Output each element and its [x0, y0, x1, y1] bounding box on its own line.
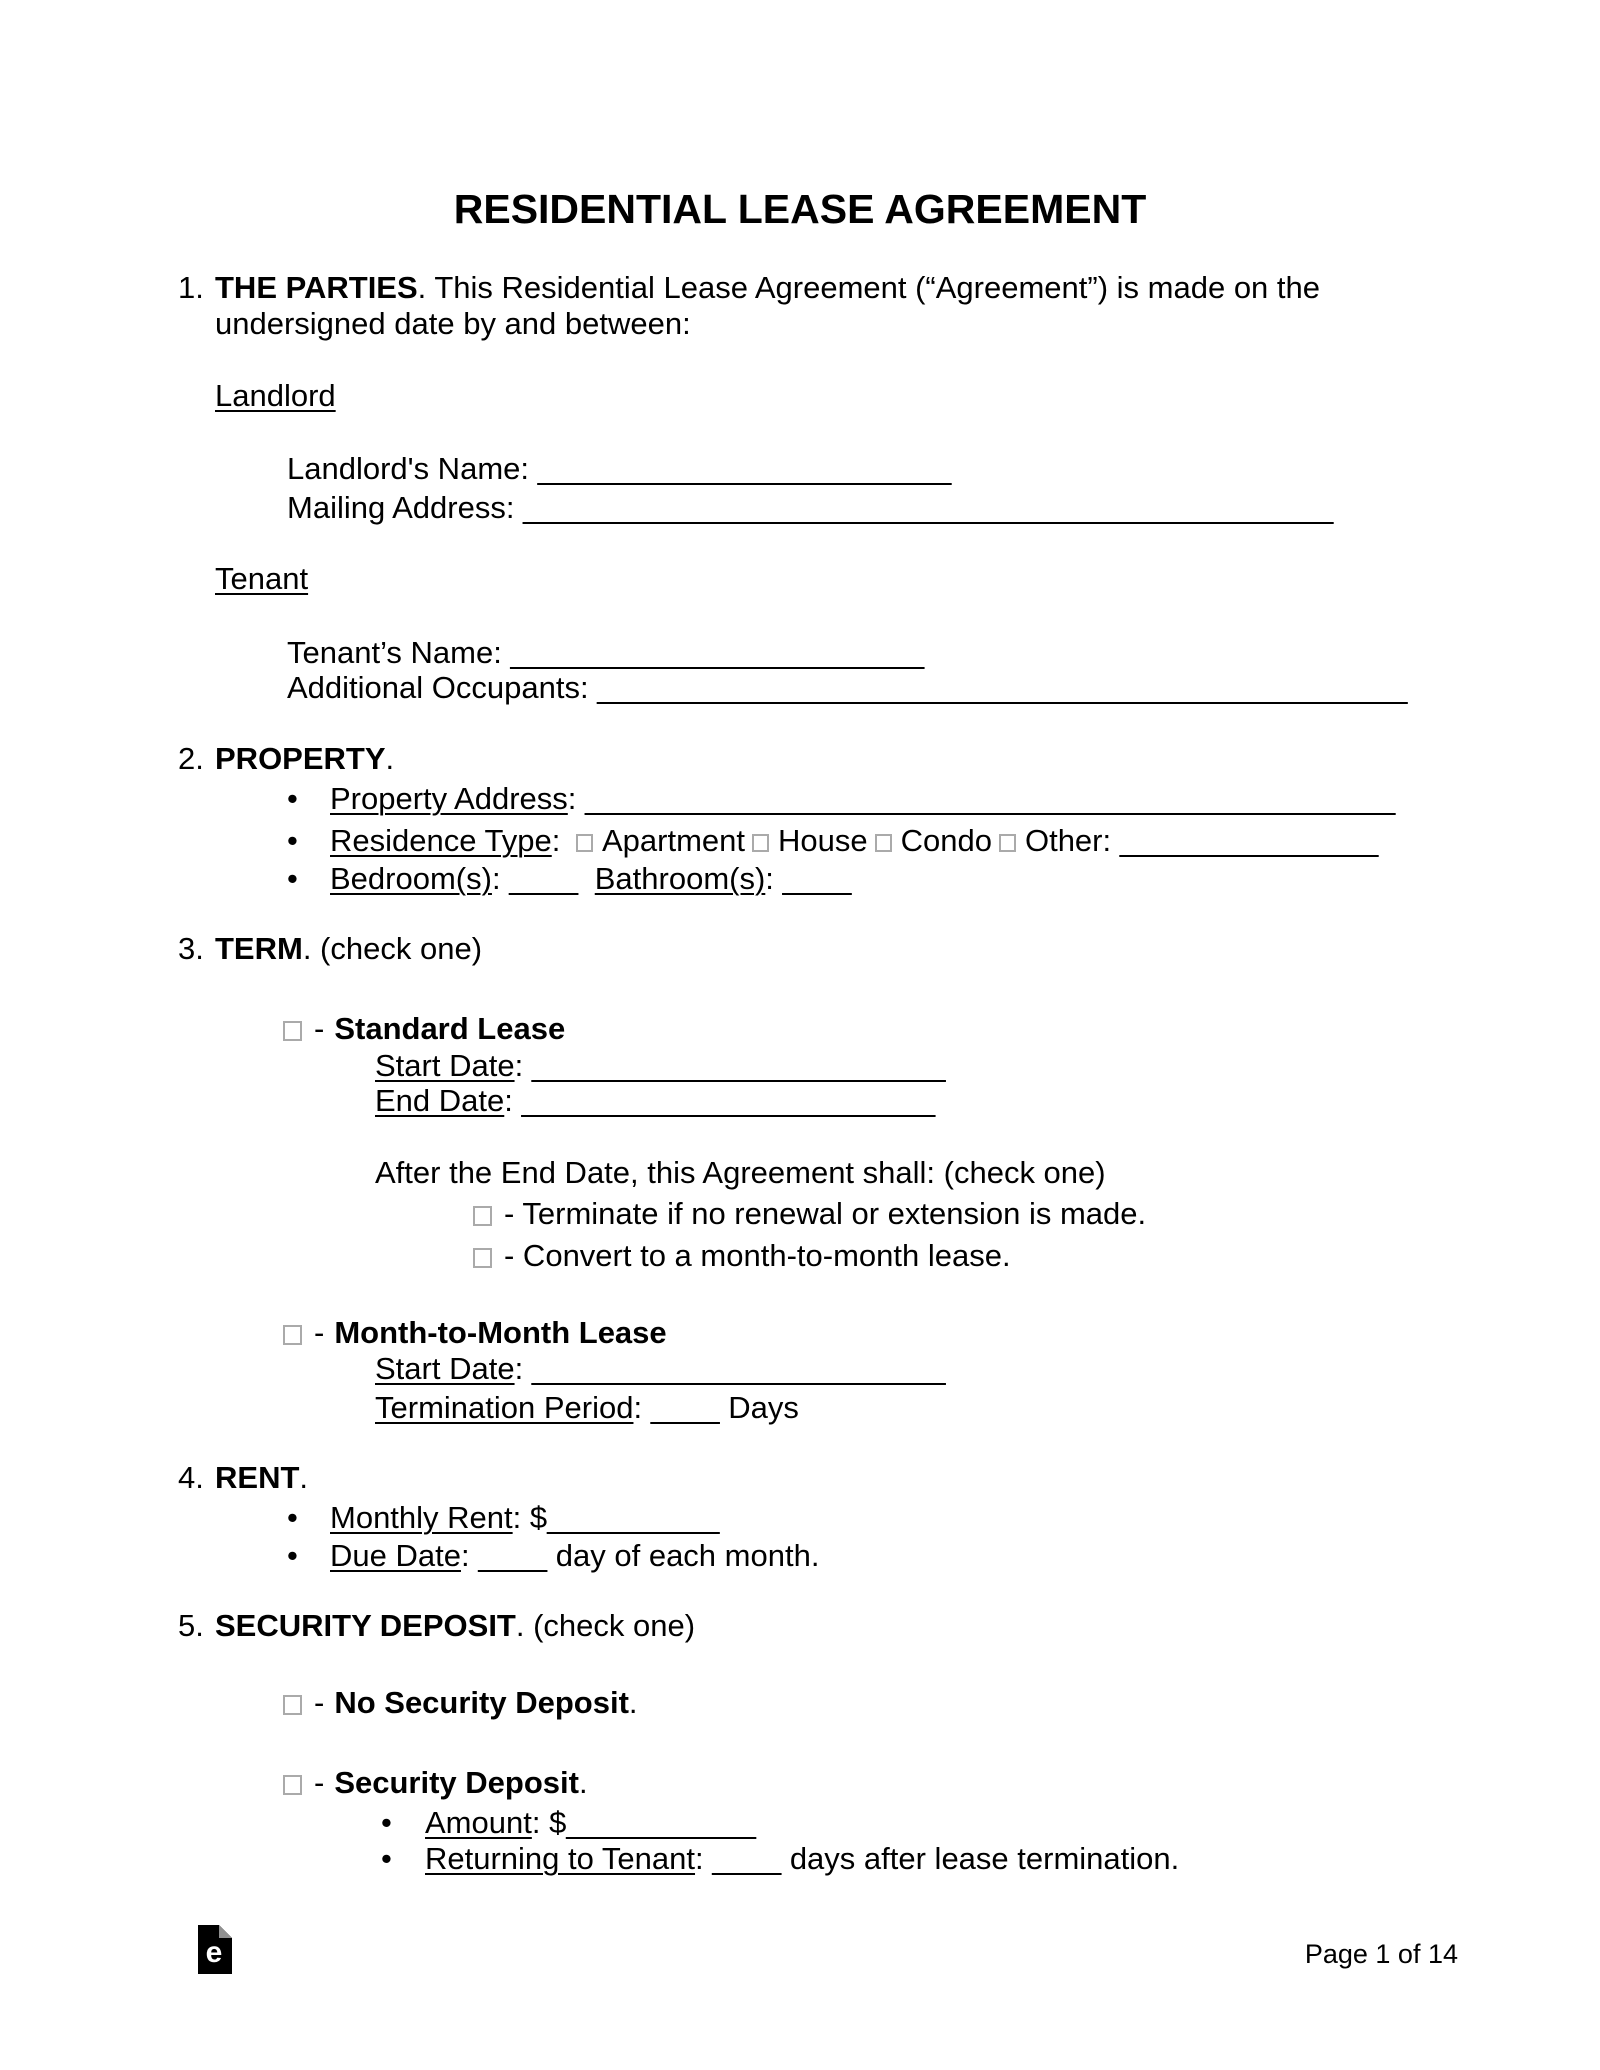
- end-date-blank[interactable]: : ________________________: [504, 1083, 936, 1118]
- monthly-rent-label: Monthly Rent: [330, 1500, 513, 1535]
- section-deposit-heading: [178, 1608, 695, 1644]
- section-rent-heading: [178, 1460, 308, 1496]
- returning-item: [381, 1841, 1179, 1877]
- section-term-check-one: . (check one): [302, 931, 483, 966]
- security-deposit-period: .: [578, 1765, 588, 1800]
- returning-blank[interactable]: : ____ days after lease termination.: [695, 1841, 1180, 1876]
- terminate-checkbox[interactable]: [473, 1206, 492, 1226]
- bullet-icon: •: [381, 1805, 392, 1840]
- termination-period-blank[interactable]: : ____ Days: [633, 1390, 799, 1425]
- month-to-month-option: [283, 1315, 667, 1351]
- end-date-label: End Date: [375, 1083, 505, 1118]
- amount-label: Amount: [425, 1805, 532, 1840]
- section-deposit-label: SECURITY DEPOSIT: [215, 1608, 516, 1643]
- bullet-icon: •: [287, 861, 298, 896]
- property-address-blank[interactable]: : _______________________________________________: [567, 781, 1396, 816]
- section-property-heading: [178, 741, 394, 777]
- security-deposit-option: [283, 1765, 588, 1801]
- house-label: House: [778, 823, 868, 858]
- bullet-icon: •: [381, 1841, 392, 1876]
- section-property-period: .: [385, 741, 395, 776]
- bullet-icon: •: [287, 781, 298, 816]
- section-parties-label: THE PARTIES: [215, 270, 418, 305]
- bedroom-bathroom-item: [287, 861, 852, 897]
- end-date-item: [375, 1083, 935, 1119]
- section-deposit-check-one: . (check one): [515, 1608, 696, 1643]
- termination-period-label: Termination Period: [375, 1390, 634, 1425]
- section-property-number: 2.: [178, 741, 204, 776]
- tenant-heading: Tenant: [215, 561, 309, 596]
- section-parties-text-line2: undersigned date by and between:: [215, 306, 691, 341]
- no-security-deposit-period: .: [628, 1685, 638, 1720]
- start-date-label: Start Date: [375, 1048, 515, 1083]
- other-blank[interactable]: _______________: [1119, 823, 1379, 858]
- page-title: RESIDENTIAL LEASE AGREEMENT: [453, 186, 1147, 232]
- house-checkbox[interactable]: [752, 834, 769, 852]
- tenant-name-field[interactable]: Tenant’s Name: ________________________: [287, 635, 925, 670]
- other-label: Other:: [1024, 823, 1120, 858]
- bathroom-blank[interactable]: : ____: [765, 861, 852, 896]
- residence-type-label: Residence Type: [330, 823, 552, 858]
- returning-label: Returning to Tenant: [425, 1841, 696, 1876]
- landlord-heading: Landlord: [215, 378, 336, 413]
- section-term-heading: [178, 931, 482, 967]
- security-deposit-checkbox[interactable]: [283, 1775, 302, 1795]
- bedroom-label: Bedroom(s): [330, 861, 492, 896]
- mailing-address-field[interactable]: Mailing Address: _______________________________________________: [287, 490, 1334, 525]
- convert-option-label: - Convert to a month-to-month lease.: [504, 1238, 1011, 1273]
- standard-lease-label: Standard Lease: [334, 1011, 566, 1046]
- bedroom-blank[interactable]: : ____: [491, 861, 587, 896]
- terminate-option-label: - Terminate if no renewal or extension is made.: [504, 1196, 1147, 1231]
- eforms-document-icon: [198, 1925, 232, 1974]
- terminate-option: [473, 1196, 1146, 1232]
- dash: -: [314, 1011, 325, 1046]
- property-address-item: [287, 781, 1395, 817]
- month-to-month-label: Month-to-Month Lease: [334, 1315, 667, 1350]
- start-date-blank[interactable]: : ________________________: [514, 1048, 946, 1083]
- apartment-checkbox[interactable]: [576, 834, 593, 852]
- no-security-deposit-checkbox[interactable]: [283, 1695, 302, 1715]
- standard-lease-checkbox[interactable]: [283, 1021, 302, 1041]
- bullet-icon: •: [287, 1500, 298, 1535]
- bullet-icon: •: [287, 823, 298, 858]
- section-property-label: PROPERTY: [215, 741, 386, 776]
- security-deposit-label: Security Deposit: [334, 1765, 579, 1800]
- section-rent-number: 4.: [178, 1460, 204, 1495]
- due-date-blank[interactable]: : ____ day of each month.: [460, 1538, 820, 1573]
- additional-occupants-field[interactable]: Additional Occupants: _______________________________________________: [287, 670, 1408, 705]
- residence-type-colon: :: [551, 823, 569, 858]
- bathroom-label: Bathroom(s): [594, 861, 766, 896]
- dash: -: [314, 1685, 325, 1720]
- logo-letter: e: [205, 1936, 223, 1969]
- landlord-name-field[interactable]: Landlord's Name: ________________________: [287, 451, 952, 486]
- mtm-start-date-blank[interactable]: : ________________________: [514, 1351, 946, 1386]
- section-term-label: TERM: [215, 931, 303, 966]
- monthly-rent-item: [287, 1500, 720, 1536]
- due-date-label: Due Date: [330, 1538, 461, 1573]
- mtm-start-date-label: Start Date: [375, 1351, 515, 1386]
- monthly-rent-blank[interactable]: : $__________: [512, 1500, 720, 1535]
- section-rent-period: .: [299, 1460, 309, 1495]
- mtm-start-date-item: [375, 1351, 946, 1387]
- section-deposit-number: 5.: [178, 1608, 204, 1643]
- page-number-label: Page 1 of 14: [1304, 1939, 1458, 1969]
- condo-label: Condo: [900, 823, 992, 858]
- section-rent-label: RENT: [215, 1460, 300, 1495]
- amount-blank[interactable]: : $___________: [531, 1805, 756, 1840]
- standard-lease-option: [283, 1011, 565, 1047]
- other-checkbox[interactable]: [999, 834, 1016, 852]
- convert-option: [473, 1238, 1011, 1274]
- condo-checkbox[interactable]: [875, 834, 892, 852]
- termination-period-item: [375, 1390, 799, 1426]
- after-end-date-text: After the End Date, this Agreement shall: (check one): [375, 1155, 1106, 1190]
- no-security-deposit-option: [283, 1685, 638, 1721]
- convert-checkbox[interactable]: [473, 1248, 492, 1268]
- residence-type-item: [287, 823, 1378, 859]
- section-parties-text: . This Residential Lease Agreement (“Agreement”) is made on the: [417, 270, 1321, 305]
- no-security-deposit-label: No Security Deposit: [334, 1685, 629, 1720]
- month-to-month-checkbox[interactable]: [283, 1325, 302, 1345]
- due-date-item: [287, 1538, 819, 1574]
- section-parties-heading: [178, 270, 1320, 306]
- dash: -: [314, 1765, 325, 1800]
- standard-start-date-item: [375, 1048, 946, 1084]
- amount-item: [381, 1805, 756, 1841]
- bullet-icon: •: [287, 1538, 298, 1573]
- dash: -: [314, 1315, 325, 1350]
- section-parties-number: 1.: [178, 270, 204, 305]
- section-term-number: 3.: [178, 931, 204, 966]
- apartment-label: Apartment: [601, 823, 745, 858]
- property-address-label: Property Address: [330, 781, 568, 816]
